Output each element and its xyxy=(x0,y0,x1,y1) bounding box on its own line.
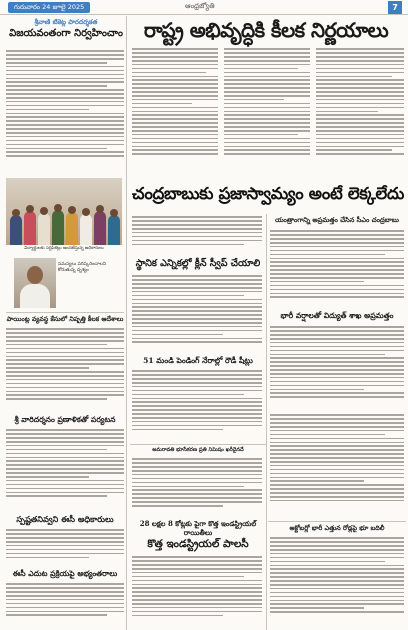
mandal-headline: 51 మండి పెండింగ్ నేరాల్లో రౌడీ షీట్లు xyxy=(143,356,253,365)
main-headline: రాష్ట్ర అభివృద్ధికి కీలక నిర్ణయాలు xyxy=(143,18,389,42)
newspaper-brand: ఆంధ్రజ్యోతి xyxy=(185,2,215,10)
right-bottom-headline: అక్టోబర్లో భారీ ఎత్తున రోడ్లపై భూ బదిలీ xyxy=(289,524,385,532)
right-col-headline: యంత్రాంగాన్ని అప్రమత్తం చేసిన సీఎం చంద్రబాబు xyxy=(275,216,399,224)
main-story-col-1 xyxy=(132,46,218,174)
rains-body-2 xyxy=(270,412,404,520)
right-col-body xyxy=(270,228,404,308)
column-divider xyxy=(126,16,127,630)
mandal-body xyxy=(132,368,262,442)
left-story-3-body xyxy=(6,427,124,511)
left-story-2-headline: పాయింట్ల వ్యవస్థ కేసులో నిష్పత్తి కీలక ఆదేశాలు xyxy=(6,315,124,323)
left-story-4-headline: స్పష్టతనివ్వని ఈసీ అధికారులు xyxy=(16,514,114,524)
section-divider xyxy=(268,521,406,522)
left-story-5-body xyxy=(6,581,124,629)
page-number: 7 xyxy=(388,1,402,14)
section-divider xyxy=(130,444,266,445)
left-story-headline: విజయవంతంగా నిర్వహించాం xyxy=(9,28,123,39)
chandrababu-body xyxy=(132,214,262,256)
left-story-kicker: శ్రీవాణి టికెట్ల పారదర్శకత xyxy=(34,18,98,26)
group-photo xyxy=(6,178,122,245)
local-body-body xyxy=(132,273,262,353)
left-story-body xyxy=(6,48,124,176)
september-body xyxy=(132,554,262,629)
left-story-2-body xyxy=(6,326,124,414)
rains-headline: భారీ వర్షాలతో విద్యుత్ శాఖ అప్రమత్తం xyxy=(280,311,394,320)
main-story-col-2 xyxy=(224,46,310,174)
left-story-5-headline: ఈసీ ఎదుట ప్రక్రియపై అభ్యంతరాలు xyxy=(12,569,118,578)
page-header xyxy=(0,0,408,15)
portrait-photo xyxy=(14,258,56,308)
left-story-4-body xyxy=(6,527,124,567)
left-story-3-headline: శ్రీ వారిదర్శనం ప్రణాళికతో పర్యటన xyxy=(14,415,116,424)
portrait-caption: సమస్యలు పరిష్కరించాలని కోరుతున్న దృశ్యం xyxy=(58,262,106,273)
rains-body xyxy=(270,324,404,410)
amaravati-headline: కొత్త ఇండస్ట్రియల్ పాలసీ xyxy=(147,538,249,550)
local-body-headline: స్థానిక ఎన్నికల్లో క్లీన్ స్వీప్ చేయాలి xyxy=(135,258,261,269)
amaravati-body xyxy=(132,456,262,518)
right-bottom-body xyxy=(270,535,404,629)
column-divider xyxy=(266,214,267,630)
main-story-col-3 xyxy=(316,46,404,174)
chandrababu-headline: చంద్రబాబుకు ప్రజాస్వామ్యం అంటే లెక్కలేదు xyxy=(132,184,405,203)
left-story-heading xyxy=(6,18,126,40)
september-headline: 28 లక్షల 8 కోట్లకు పైగా కొత్త ఇండస్ట్రియల్ రాయితీలు xyxy=(139,519,257,537)
section-divider xyxy=(6,312,124,313)
chandrababu-headline-box xyxy=(132,176,404,214)
amaravati-kicker: అమరావతి భూసేకరణ ప్రతి నిమిషం ఖరీదైనదే xyxy=(152,447,244,453)
date-badge: గురువారం 24 జూలై 2025 xyxy=(8,2,90,13)
photo-caption: విద్యార్థులకు సర్టిఫికెట్లు అందజేస్తున్న అధికారులు xyxy=(24,246,104,251)
